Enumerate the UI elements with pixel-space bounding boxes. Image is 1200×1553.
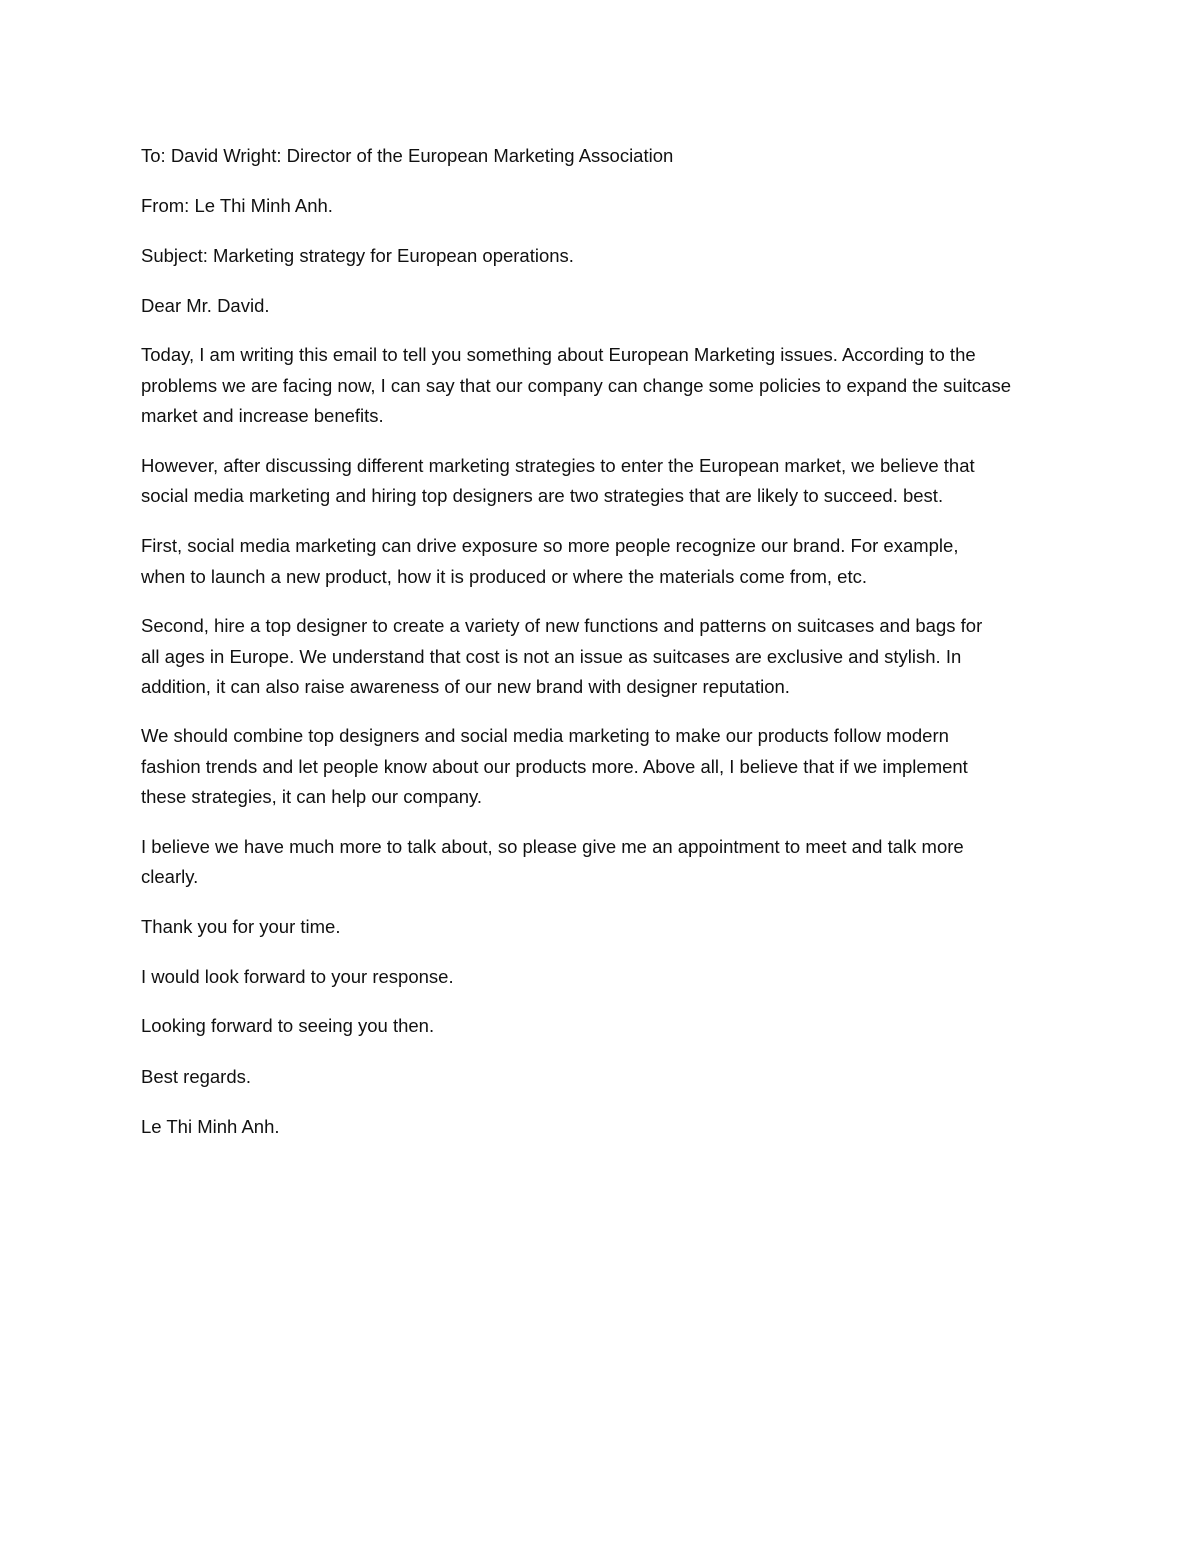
paragraph-3-line-2: when to launch a new product, how it is produced or where the materials come from, etc. xyxy=(141,566,867,587)
paragraph-5-line-2: fashion trends and let people know about our products more. Above all, I believe that if we implement xyxy=(141,756,968,777)
memo-to-line: To: David Wright: Director of the European Marketing Association xyxy=(141,145,674,166)
greeting-line: Dear Mr. David. xyxy=(141,295,270,316)
memo-subject-line: Subject: Marketing strategy for European operations. xyxy=(141,245,574,266)
closing-thanks-line: Thank you for your time. xyxy=(141,916,341,937)
signature-line: Le Thi Minh Anh. xyxy=(141,1116,280,1137)
memo-from-line: From: Le Thi Minh Anh. xyxy=(141,195,333,216)
paragraph-2-line-1: However, after discussing different marketing strategies to enter the European market, we believe that xyxy=(141,455,975,476)
paragraph-5-line-3: these strategies, it can help our company. xyxy=(141,786,483,807)
paragraph-5-line-1: We should combine top designers and social media marketing to make our products follow modern xyxy=(141,725,949,746)
closing-response-line: I would look forward to your response. xyxy=(141,966,454,987)
closing-seeing-line: Looking forward to seeing you then. xyxy=(141,1015,435,1036)
paragraph-4-line-2: all ages in Europe. We understand that cost is not an issue as suitcases are exclusive and stylish. In xyxy=(141,646,962,667)
paragraph-4-line-3: addition, it can also raise awareness of our new brand with designer reputation. xyxy=(141,676,790,697)
paragraph-1-line-3: market and increase benefits. xyxy=(141,405,384,426)
paragraph-4-line-1: Second, hire a top designer to create a variety of new functions and patterns on suitcases and bags for xyxy=(141,615,983,636)
paragraph-1-line-2: problems we are facing now, I can say that our company can change some policies to expand the suitcase xyxy=(141,375,1011,396)
paragraph-1-line-1: Today, I am writing this email to tell you something about European Marketing issues. According to the xyxy=(141,344,976,365)
paragraph-6-line-2: clearly. xyxy=(141,866,199,887)
paragraph-6-line-1: I believe we have much more to talk about, so please give me an appointment to meet and talk more xyxy=(141,836,964,857)
closing-regards-line: Best regards. xyxy=(141,1066,252,1087)
paragraph-2-line-2: social media marketing and hiring top designers are two strategies that are likely to succeed. best. xyxy=(141,485,944,506)
paragraph-3-line-1: First, social media marketing can drive exposure so more people recognize our brand. For example, xyxy=(141,535,959,556)
